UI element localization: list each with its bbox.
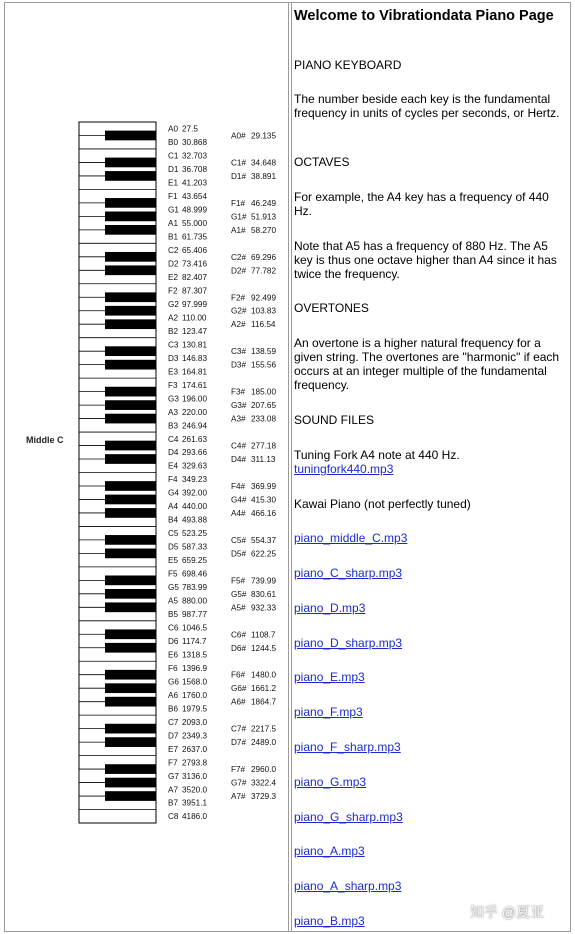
link-piano-c-sharp[interactable]: piano_C_sharp.mp3 (294, 566, 403, 580)
black-key-A7# (105, 791, 156, 801)
black-key-freq-F2#: 92.499 (251, 293, 277, 303)
black-key-label-D4#: D4# (231, 455, 247, 465)
black-key-F5# (105, 575, 156, 585)
black-key-freq-F3#: 185.00 (251, 387, 277, 397)
black-key-F7# (105, 764, 156, 774)
black-key-C6# (105, 629, 156, 639)
white-key-label-D5: D5 (168, 542, 179, 552)
black-key-freq-C1#: 34.648 (251, 158, 277, 168)
black-key-freq-A2#: 116.54 (251, 320, 276, 330)
link-piano-d[interactable]: piano_D.mp3 (294, 601, 366, 615)
black-key-freq-G4#: 415.30 (251, 495, 277, 505)
black-key-F4# (105, 481, 156, 491)
heading-octaves: OCTAVES (294, 155, 350, 169)
black-key-label-A4#: A4# (231, 508, 246, 518)
black-key-label-F6#: F6# (231, 670, 246, 680)
black-key-freq-D6#: 1244.5 (251, 643, 277, 653)
white-key-label-B6: B6 (168, 704, 179, 714)
heading-piano-keyboard: PIANO KEYBOARD (294, 58, 402, 72)
black-key-freq-D7#: 2489.0 (251, 738, 277, 748)
white-key-freq-E1: 41.203 (182, 178, 208, 188)
white-key-freq-F3: 174.61 (182, 380, 208, 390)
black-key-C3# (105, 346, 156, 356)
white-key-label-E2: E2 (168, 272, 179, 282)
black-key-freq-A3#: 233.08 (251, 414, 277, 424)
black-key-label-A2#: A2# (231, 320, 246, 330)
white-key-freq-B4: 493.88 (182, 515, 208, 525)
white-key-freq-E6: 1318.5 (182, 650, 208, 660)
white-key-freq-C6: 1046.5 (182, 623, 208, 633)
white-key-freq-A0: 27.5 (182, 124, 198, 134)
white-key-label-D7: D7 (168, 731, 179, 741)
white-key-label-A1: A1 (168, 219, 179, 229)
white-key-label-E1: E1 (168, 178, 179, 188)
link-piano-a[interactable]: piano_A.mp3 (294, 844, 365, 858)
white-key-freq-E3: 164.81 (182, 367, 208, 377)
white-key-freq-G7: 3136.0 (182, 771, 208, 781)
black-key-C5# (105, 535, 156, 545)
black-key-freq-D3#: 155.56 (251, 360, 277, 370)
white-key-freq-C2: 65.406 (182, 246, 208, 256)
black-key-label-G7#: G7# (231, 778, 247, 788)
white-key-label-C4: C4 (168, 434, 179, 444)
black-key-label-A5#: A5# (231, 603, 246, 613)
white-key-label-F2: F2 (168, 286, 178, 296)
link-piano-g[interactable]: piano_G.mp3 (294, 775, 367, 789)
black-key-F3# (105, 387, 156, 397)
black-key-freq-C5#: 554.37 (251, 535, 277, 545)
white-key-freq-G3: 196.00 (182, 394, 208, 404)
white-key-freq-E7: 2637.0 (182, 744, 208, 754)
black-key-D1# (105, 171, 156, 181)
link-piano-e[interactable]: piano_E.mp3 (294, 670, 365, 684)
black-key-A6# (105, 697, 156, 707)
black-key-freq-D2#: 77.782 (251, 266, 277, 276)
black-key-A0# (105, 131, 156, 141)
middle-c-label: Middle C (26, 435, 64, 445)
white-key-freq-G5: 783.99 (182, 583, 208, 593)
white-key-label-D6: D6 (168, 636, 179, 646)
black-key-label-D6#: D6# (231, 643, 247, 653)
white-key-freq-C1: 32.703 (182, 151, 208, 161)
white-key-label-A4: A4 (168, 502, 179, 512)
white-key-label-G4: G4 (168, 488, 179, 498)
link-piano-a-sharp[interactable]: piano_A_sharp.mp3 (294, 879, 402, 893)
white-key-label-A3: A3 (168, 407, 179, 417)
heading-overtones: OVERTONES (294, 301, 369, 315)
white-key-label-F5: F5 (168, 569, 178, 579)
white-key-label-E3: E3 (168, 367, 179, 377)
black-key-freq-G2#: 103.83 (251, 306, 277, 316)
white-key-freq-D6: 1174.7 (182, 636, 207, 646)
black-key-freq-F5#: 739.99 (251, 576, 277, 586)
white-key-label-G7: G7 (168, 771, 179, 781)
white-key-label-E4: E4 (168, 461, 179, 471)
white-key-label-B4: B4 (168, 515, 179, 525)
white-key-freq-F2: 87.307 (182, 286, 208, 296)
black-key-C7# (105, 724, 156, 734)
link-piano-b[interactable]: piano_B.mp3 (294, 914, 365, 928)
white-key-freq-E2: 82.407 (182, 272, 208, 282)
white-key-freq-A1: 55.000 (182, 219, 208, 229)
white-key-freq-A6: 1760.0 (182, 690, 208, 700)
octaves-example: For example, the A4 key has a frequency of 440 Hz. (294, 190, 549, 218)
white-key-label-A6: A6 (168, 690, 179, 700)
white-key-label-B7: B7 (168, 798, 179, 808)
white-key-label-D1: D1 (168, 165, 179, 175)
link-piano-f-sharp[interactable]: piano_F_sharp.mp3 (294, 740, 401, 754)
overtones-description: An overtone is a higher natural frequency for a given string. The overtones are "harmonic" if each occurs at an integer multiple of the fundamental frequency. (294, 336, 560, 392)
black-key-label-C1#: C1# (231, 158, 247, 168)
black-key-freq-A6#: 1864.7 (251, 697, 277, 707)
white-key-label-G3: G3 (168, 394, 179, 404)
black-key-freq-D4#: 311.13 (251, 455, 276, 465)
white-key-freq-D2: 73.416 (182, 259, 208, 269)
white-key-label-F6: F6 (168, 663, 178, 673)
white-key-label-G6: G6 (168, 677, 179, 687)
white-key-freq-B1: 61.735 (182, 232, 208, 242)
white-key-label-B5: B5 (168, 610, 179, 620)
black-key-G6# (105, 683, 156, 693)
black-key-freq-D1#: 38.891 (251, 171, 277, 181)
black-key-freq-C2#: 69.296 (251, 252, 277, 262)
white-key-freq-F5: 698.46 (182, 569, 208, 579)
black-key-label-F4#: F4# (231, 481, 246, 491)
black-key-freq-C6#: 1108.7 (251, 630, 276, 640)
white-key-freq-D3: 146.83 (182, 353, 208, 363)
white-key-freq-A3: 220.00 (182, 407, 208, 417)
heading-sound-files: SOUND FILES (294, 413, 375, 427)
white-key-freq-A7: 3520.0 (182, 785, 208, 795)
black-key-label-G3#: G3# (231, 401, 247, 411)
white-key-label-E5: E5 (168, 556, 179, 566)
white-key-label-G2: G2 (168, 299, 179, 309)
black-key-label-A6#: A6# (231, 697, 246, 707)
black-key-label-F2#: F2# (231, 293, 246, 303)
white-key-label-G1: G1 (168, 205, 179, 215)
white-key-freq-B0: 30.868 (182, 138, 208, 148)
white-key-label-A0: A0 (168, 124, 179, 134)
white-key-freq-G1: 48.999 (182, 205, 208, 215)
white-key-label-F7: F7 (168, 758, 178, 768)
white-key-label-C3: C3 (168, 340, 179, 350)
black-key-freq-G1#: 51.913 (251, 212, 277, 222)
black-key-label-G4#: G4# (231, 495, 247, 505)
black-key-freq-A5#: 932.33 (251, 603, 277, 613)
black-key-freq-G3#: 207.65 (251, 401, 277, 411)
black-key-label-C2#: C2# (231, 252, 247, 262)
white-key-freq-D4: 293.66 (182, 448, 208, 458)
black-key-C4# (105, 441, 156, 451)
link-piano-d-sharp[interactable]: piano_D_sharp.mp3 (294, 636, 403, 650)
black-key-label-G1#: G1# (231, 212, 247, 222)
white-key-freq-C8: 4186.0 (182, 812, 208, 822)
octaves-note: Note that A5 has a frequency of 880 Hz. The A5 key is thus one octave higher than A4 since it has twice the frequency. (294, 239, 557, 281)
black-key-G5# (105, 589, 156, 599)
white-key-label-C7: C7 (168, 717, 179, 727)
white-key-freq-G6: 1568.0 (182, 677, 208, 687)
white-key-freq-C4: 261.63 (182, 434, 208, 444)
white-key-freq-B7: 3951.1 (182, 798, 208, 808)
black-key-A4# (105, 508, 156, 518)
white-key-label-E7: E7 (168, 744, 179, 754)
black-key-label-G6#: G6# (231, 684, 247, 694)
link-piano-middle-c[interactable]: piano_middle_C.mp3 (294, 531, 408, 545)
white-key-freq-F4: 349.23 (182, 475, 208, 485)
black-key-G1# (105, 212, 156, 222)
black-key-freq-F4#: 369.99 (251, 481, 277, 491)
white-key-label-A2: A2 (168, 313, 179, 323)
black-key-label-C5#: C5# (231, 535, 247, 545)
black-key-A2# (105, 319, 156, 329)
white-key-label-F4: F4 (168, 475, 178, 485)
white-key-label-G5: G5 (168, 583, 179, 593)
black-key-label-G2#: G2# (231, 306, 247, 316)
white-key-freq-B6: 1979.5 (182, 704, 208, 714)
black-key-freq-G7#: 3322.4 (251, 778, 277, 788)
black-key-freq-C4#: 277.18 (251, 441, 277, 451)
black-key-freq-F6#: 1480.0 (251, 670, 277, 680)
black-key-G4# (105, 495, 156, 505)
black-key-freq-D5#: 622.25 (251, 549, 277, 559)
white-key-freq-F6: 1396.9 (182, 663, 208, 673)
white-key-label-B0: B0 (168, 138, 179, 148)
black-key-label-A1#: A1# (231, 225, 246, 235)
black-key-freq-F1#: 46.249 (251, 198, 277, 208)
black-key-D6# (105, 643, 156, 653)
black-key-label-C7#: C7# (231, 724, 247, 734)
black-key-G7# (105, 778, 156, 788)
black-key-label-A0#: A0# (231, 131, 246, 141)
black-key-F6# (105, 670, 156, 680)
black-key-A5# (105, 602, 156, 612)
black-key-label-G5#: G5# (231, 589, 247, 599)
page-title: Welcome to Vibrationdata Piano Page (294, 8, 554, 24)
black-key-label-C6#: C6# (231, 630, 247, 640)
white-key-freq-C3: 130.81 (182, 340, 208, 350)
black-key-freq-C3#: 138.59 (251, 347, 277, 357)
kawai-text: Kawai Piano (not perfectly tuned) (294, 497, 471, 511)
white-key-freq-D5: 587.33 (182, 542, 208, 552)
black-key-D5# (105, 549, 156, 559)
black-key-freq-C7#: 2217.5 (251, 724, 277, 734)
white-key-freq-C7: 2093.0 (182, 717, 208, 727)
white-key-label-C6: C6 (168, 623, 179, 633)
black-key-label-F7#: F7# (231, 765, 246, 775)
black-key-F2# (105, 292, 156, 302)
black-key-F1# (105, 198, 156, 208)
black-key-freq-A1#: 58.270 (251, 225, 277, 235)
black-key-C1# (105, 158, 156, 168)
white-key-freq-B2: 123.47 (182, 326, 208, 336)
black-key-label-F3#: F3# (231, 387, 246, 397)
white-key-freq-B3: 246.94 (182, 421, 208, 431)
white-key-label-B3: B3 (168, 421, 179, 431)
black-key-label-C3#: C3# (231, 347, 247, 357)
black-key-A3# (105, 414, 156, 424)
link-piano-f[interactable]: piano_F.mp3 (294, 705, 363, 719)
black-key-label-D7#: D7# (231, 738, 247, 748)
keyboard-description: The number beside each key is the fundamental frequency in units of cycles per seconds, or Hertz. (294, 92, 560, 120)
white-key-freq-A5: 880.00 (182, 596, 208, 606)
white-key-label-D3: D3 (168, 353, 179, 363)
white-key-freq-D1: 36.708 (182, 165, 208, 175)
white-key-freq-C5: 523.25 (182, 529, 208, 539)
black-key-G2# (105, 306, 156, 316)
black-key-freq-G5#: 830.61 (251, 589, 277, 599)
black-key-D2# (105, 265, 156, 275)
white-key-label-D2: D2 (168, 259, 179, 269)
tuning-fork-link[interactable]: tuningfork440.mp3 (294, 462, 394, 476)
white-key-freq-D7: 2349.3 (182, 731, 208, 741)
black-key-freq-A0#: 29.135 (251, 131, 277, 141)
white-key-label-F3: F3 (168, 380, 178, 390)
black-key-label-A7#: A7# (231, 792, 246, 802)
black-key-label-F5#: F5# (231, 576, 246, 586)
black-key-label-F1#: F1# (231, 198, 246, 208)
white-key-label-C8: C8 (168, 812, 179, 822)
black-key-freq-F7#: 2960.0 (251, 765, 277, 775)
black-key-label-A3#: A3# (231, 414, 246, 424)
white-key-label-E6: E6 (168, 650, 179, 660)
white-key-label-F1: F1 (168, 192, 178, 202)
white-key-label-B2: B2 (168, 326, 179, 336)
cell-divider (291, 2, 292, 932)
white-key-label-A5: A5 (168, 596, 179, 606)
white-key-freq-A4: 440.00 (182, 502, 208, 512)
white-key-freq-G2: 97.999 (182, 299, 208, 309)
black-key-label-D5#: D5# (231, 549, 247, 559)
white-key-freq-E4: 329.63 (182, 461, 208, 471)
black-key-label-C4#: C4# (231, 441, 247, 451)
white-key-freq-E5: 659.25 (182, 556, 208, 566)
white-key-freq-G4: 392.00 (182, 488, 208, 498)
black-key-G3# (105, 400, 156, 410)
black-key-freq-A4#: 466.16 (251, 508, 277, 518)
black-key-label-D2#: D2# (231, 266, 247, 276)
link-piano-g-sharp[interactable]: piano_G_sharp.mp3 (294, 810, 403, 824)
white-key-label-C5: C5 (168, 529, 179, 539)
black-key-A1# (105, 225, 156, 235)
white-key-label-B1: B1 (168, 232, 179, 242)
watermark: 知乎 @夏亚 (470, 904, 545, 920)
white-key-label-C2: C2 (168, 246, 179, 256)
black-key-label-D1#: D1# (231, 171, 247, 181)
black-key-freq-G6#: 1661.2 (251, 684, 277, 694)
white-key-freq-F1: 43.654 (182, 192, 208, 202)
white-key-freq-F7: 2793.8 (182, 758, 208, 768)
white-key-label-D4: D4 (168, 448, 179, 458)
black-key-label-D3#: D3# (231, 360, 247, 370)
black-key-D7# (105, 737, 156, 747)
white-key-freq-A2: 110.00 (182, 313, 207, 323)
black-key-D3# (105, 360, 156, 370)
black-key-D4# (105, 454, 156, 464)
tuning-fork-text: Tuning Fork A4 note at 440 Hz. (294, 448, 460, 462)
white-key-label-C1: C1 (168, 151, 179, 161)
white-key-freq-B5: 987.77 (182, 610, 208, 620)
black-key-C2# (105, 252, 156, 262)
white-key-label-A7: A7 (168, 785, 179, 795)
black-key-freq-A7#: 3729.3 (251, 792, 277, 802)
